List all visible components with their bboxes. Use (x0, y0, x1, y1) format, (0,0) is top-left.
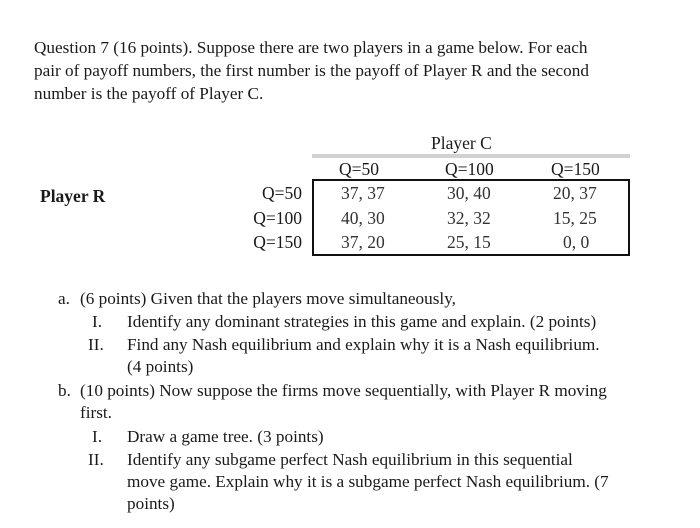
payoff-cell: 37, 20 (341, 232, 385, 252)
payoff-cell: 15, 25 (553, 208, 597, 228)
column-header: Q=50 (339, 159, 380, 179)
payoff-cell: 25, 15 (447, 232, 491, 252)
part-a-item-marker: I. (92, 312, 103, 331)
part-a-item-marker: II. (88, 335, 104, 354)
payoff-cell: 40, 30 (341, 208, 385, 228)
question-line: number is the payoff of Player C. (34, 84, 264, 103)
row-header: Q=50 (261, 183, 302, 203)
column-player-label: Player C (431, 133, 492, 153)
part-a-item-text: Identify any dominant strategies in this game and explain. (2 points) (127, 312, 597, 331)
question-line: Question 7 (16 points). Suppose there are two players in a game below. For each (34, 38, 588, 57)
part-b-item-text: Draw a game tree. (3 points) (127, 427, 324, 446)
part-a-item-text: (4 points) (127, 357, 194, 376)
part-b-marker: b. (58, 381, 71, 400)
question-line: pair of payoff numbers, the first number is the payoff of Player R and the second (34, 61, 589, 80)
question-intro (34, 36, 634, 105)
part-b-item-text: points) (127, 494, 175, 513)
part-b-item-marker: II. (88, 450, 104, 469)
part-a-item-text: Find any Nash equilibrium and explain why it is a Nash equilibrium. (127, 335, 600, 354)
row-header: Q=100 (253, 208, 302, 228)
header-divider (312, 154, 630, 158)
payoff-cell: 0, 0 (563, 232, 590, 252)
part-b-text: (10 points) Now suppose the firms move sequentially, with Player R moving (80, 381, 607, 400)
row-header: Q=150 (253, 232, 302, 252)
part-a-text: (6 points) Given that the players move simultaneously, (80, 289, 456, 308)
payoff-cell: 30, 40 (447, 183, 491, 203)
column-header: Q=150 (551, 159, 600, 179)
part-b-item-marker: I. (92, 427, 103, 446)
part-b-text: first. (80, 403, 112, 422)
row-player-label: Player R (40, 186, 106, 206)
part-b-item-text: move game. Explain why it is a subgame perfect Nash equilibrium. (7 (127, 472, 609, 491)
payoff-cell: 32, 32 (447, 208, 491, 228)
payoff-cell: 37, 37 (341, 183, 385, 203)
part-a-marker: a. (58, 289, 70, 308)
part-b-item-text: Identify any subgame perfect Nash equilibrium in this sequential (127, 450, 573, 469)
payoff-cell: 20, 37 (553, 183, 597, 203)
column-header: Q=100 (445, 159, 494, 179)
